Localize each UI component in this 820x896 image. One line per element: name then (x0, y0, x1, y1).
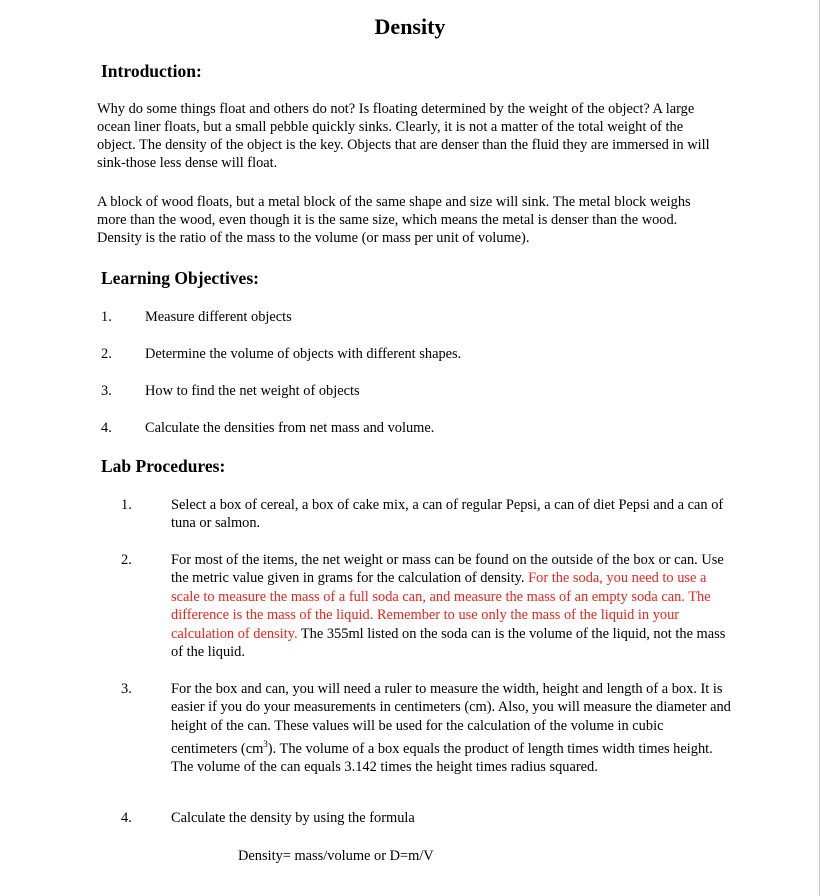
objective-text: Calculate the densities from net mass and volume. (145, 420, 435, 436)
step-text-part: The 355ml listed on the soda can is the volume of the liquid, not the mass of the liquid. (171, 625, 726, 661)
page-title: Density (374, 14, 446, 39)
objective-text: Measure different objects (145, 309, 292, 325)
step-number: 3. (121, 681, 132, 697)
intro-paragraph-2: A block of wood floats, but a metal block of the same shape and size will sink. The metal block weighs more than the wood, even though it is the same size, which means the metal is denser than the wood. Density is the ratio of the mass to the volume (or mass per unit of volume). (97, 194, 691, 246)
step-text (171, 680, 731, 777)
highlighted-instruction: For the soda, you need to use a scale to measure the mass of a full soda can, and measure the mass of an empty soda can. The difference is the mass of the liquid. Remember to use only the mass of the liquid in your calculation of density. (171, 570, 711, 642)
step-number: 1. (121, 497, 132, 513)
objective-number: 4. (101, 420, 112, 436)
step-text: Calculate the density by using the formula (171, 810, 415, 826)
superscript: 3 (263, 739, 268, 750)
step-number: 4. (121, 810, 132, 826)
step-text-part: ). The volume of a box equals the product of length times width times height. The volume of the can equals 3.142 times the height times radius squared. (171, 741, 713, 776)
step-text-part: For most of the items, the net weight or mass can be found on the outside of the box or can. Use the metric value given in grams for the calculation of density. (171, 552, 724, 587)
intro-paragraph-1: Why do some things float and others do not? Is floating determined by the weight of the object? A large ocean liner floats, but a small pebble quickly sinks. Clearly, it is not a matter of the total weight of the object. The density of the object is the key. Objects that are denser than the fluid they are immersed in will sink-those less dense will float. (97, 101, 710, 171)
objectives-heading: Learning Objectives: (101, 268, 259, 288)
step-text-part: For the box and can, you will need a ruler to measure the width, height and length of a box. It is easier if you do your measurements in centimeters (cm). Also, you will measure the diameter and height of the can. These values will be used for the calculation of the volume in cubic centimeters (cm (171, 681, 731, 758)
procedures-heading: Lab Procedures: (101, 456, 226, 476)
objective-number: 1. (101, 309, 112, 325)
step-text (171, 551, 731, 661)
objective-number: 2. (101, 346, 112, 362)
step-text: Select a box of cereal, a box of cake mix, a can of regular Pepsi, a can of diet Pepsi and a can of tuna or salmon. (171, 497, 724, 532)
density-formula: Density= mass/volume or D=m/V (238, 848, 434, 864)
introduction-heading: Introduction: (101, 61, 202, 81)
objective-number: 3. (101, 383, 112, 399)
objective-text: Determine the volume of objects with different shapes. (145, 346, 462, 362)
step-number: 2. (121, 552, 132, 568)
objective-text: How to find the net weight of objects (145, 383, 360, 399)
